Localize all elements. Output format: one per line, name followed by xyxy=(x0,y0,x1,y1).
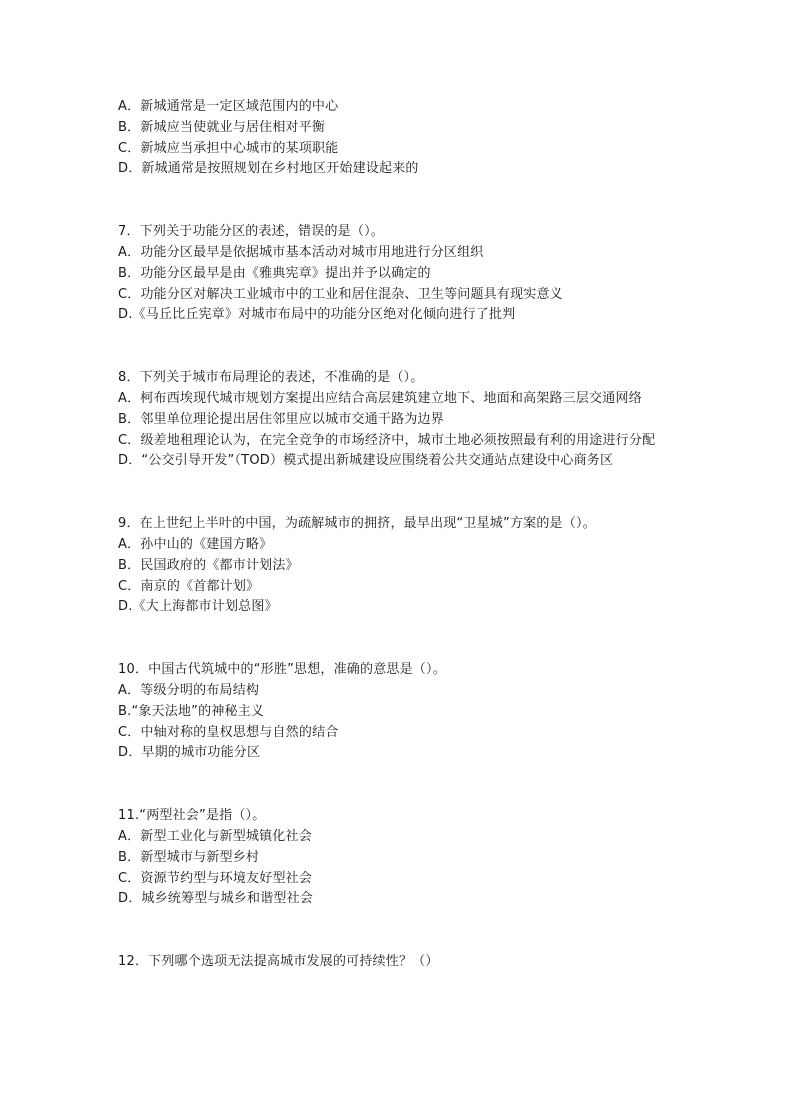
option-a: A．等级分明的布局结构 xyxy=(118,682,260,698)
option-c: C．中轴对称的皇权思想与自然的结合 xyxy=(118,724,339,740)
option-c: C．资源节约型与环境友好型社会 xyxy=(118,870,313,886)
option-c: C．功能分区对解决工业城市中的工业和居住混杂、卫生等问题具有现实意义 xyxy=(118,286,563,302)
option-c: C．级差地租理论认为，在完全竞争的市场经济中，城市土地必须按照最有利的用途进行分配 xyxy=(118,432,656,448)
question-stem: 11.“两型社会”是指（）。 xyxy=(118,808,266,824)
question-stem: 7．下列关于功能分区的表述，错误的是（）。 xyxy=(118,224,384,240)
option-c: C．新城应当承担中心城市的某项职能 xyxy=(118,140,339,156)
question-8 xyxy=(118,368,678,472)
option-d: D．城乡统筹型与城乡和谐型社会 xyxy=(118,891,314,907)
option-d: D．早期的城市功能分区 xyxy=(118,745,261,761)
option-b: B．新型城市与新型乡村 xyxy=(118,849,260,865)
option-a: A．功能分区最早是依据城市基本活动对城市用地进行分区组织 xyxy=(118,244,484,260)
option-a: A．新型工业化与新型城镇化社会 xyxy=(118,828,312,844)
option-c: C．南京的《首都计划》 xyxy=(118,578,260,594)
question-stem: 10．中国古代筑城中的“形胜”思想，准确的意思是（）。 xyxy=(118,662,446,678)
document-body xyxy=(118,97,678,973)
question-12 xyxy=(118,952,678,973)
option-d: D．新城通常是按照规划在乡村地区开始建设起来的 xyxy=(118,161,419,177)
option-a: A．孙中山的《建国方略》 xyxy=(118,536,273,552)
option-b: B．新城应当使就业与居住相对平衡 xyxy=(118,119,326,135)
question-stem: 9．在上世纪上半叶的中国，为疏解城市的拥挤，最早出现“卫星城”方案的是（）。 xyxy=(118,516,596,532)
option-b: B．民国政府的《都市计划法》 xyxy=(118,557,299,573)
question-7 xyxy=(118,222,678,326)
question-stem: 12．下列哪个选项无法提高城市发展的可持续性？（） xyxy=(118,954,439,970)
option-d: D．“公交引导开发”（TOD）模式提出新城建设应围绕着公共交通站点建设中心商务区 xyxy=(118,453,614,469)
option-d: D.《大上海都市计划总图》 xyxy=(118,599,278,615)
option-b: B．功能分区最早是由《雅典宪章》提出并予以确定的 xyxy=(118,265,431,281)
question-stem: 8．下列关于城市布局理论的表述，不准确的是（）。 xyxy=(118,370,424,386)
option-d: D.《马丘比丘宪章》对城市布局中的功能分区绝对化倾向进行了批判 xyxy=(118,307,516,323)
option-a: A．柯布西埃现代城市规划方案提出应结合高层建筑建立地下、地面和高架路三层交通网络 xyxy=(118,390,642,406)
option-a: A．新城通常是一定区域范围内的中心 xyxy=(118,99,339,114)
question-6-continued xyxy=(118,97,678,180)
question-10 xyxy=(118,660,678,764)
question-9 xyxy=(118,514,678,618)
option-b: B.“象天法地”的神秘主义 xyxy=(118,703,265,719)
option-b: B．邻里单位理论提出居住邻里应以城市交通干路为边界 xyxy=(118,411,444,427)
question-11 xyxy=(118,806,678,910)
